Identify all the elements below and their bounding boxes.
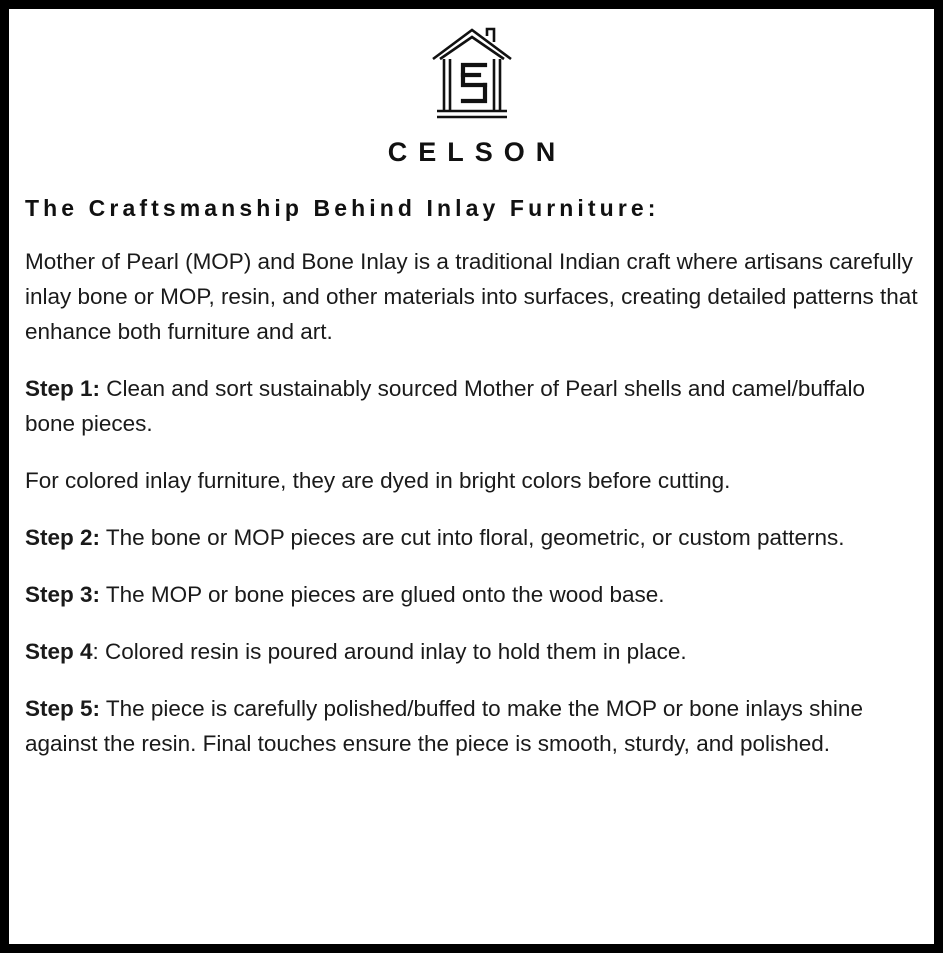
house-with-c-monogram-icon (427, 23, 517, 123)
paragraph-step-2 (25, 520, 918, 555)
paragraph-text: The bone or MOP pieces are cut into floral, geometric, or custom patterns. (100, 525, 845, 550)
paragraph-intro (25, 244, 918, 349)
paragraph-step-3 (25, 577, 918, 612)
paragraph-step-4 (25, 634, 918, 669)
paragraph-text: For colored inlay furniture, they are dyed in bright colors before cutting. (25, 468, 731, 493)
paragraph-text: Clean and sort sustainably sourced Mother of Pearl shells and camel/buffalo bone pieces. (25, 376, 866, 436)
brand-name: CELSON (387, 137, 567, 167)
step-label: Step 5: (25, 696, 101, 721)
step-label: Step 4 (25, 639, 93, 664)
paragraph-colored-inlay-note (25, 463, 918, 498)
paragraph-step-5 (25, 691, 918, 761)
paragraph-text: Mother of Pearl (MOP) and Bone Inlay is a traditional Indian craft where artisans carefully inlay bone or MOP, resin, and other materials into surfaces, creating detailed patterns that enhance both furniture and art. (25, 249, 918, 344)
paragraph-text: The MOP or bone pieces are glued onto the wood base. (100, 582, 665, 607)
step-label: Step 2: (25, 525, 101, 550)
paragraph-text: The piece is carefully polished/buffed to make the MOP or bone inlays shine against the resin. Final touches ensure the piece is smooth, sturdy, and polished. (25, 696, 863, 756)
step-label: Step 3: (25, 582, 101, 607)
article-body (25, 244, 918, 761)
brand-header (25, 19, 918, 168)
paragraph-step-1 (25, 371, 918, 441)
paragraph-text: : Colored resin is poured around inlay to hold them in place. (92, 639, 687, 664)
page-title: The Craftsmanship Behind Inlay Furniture: (25, 195, 660, 221)
step-label: Step 1: (25, 376, 101, 401)
